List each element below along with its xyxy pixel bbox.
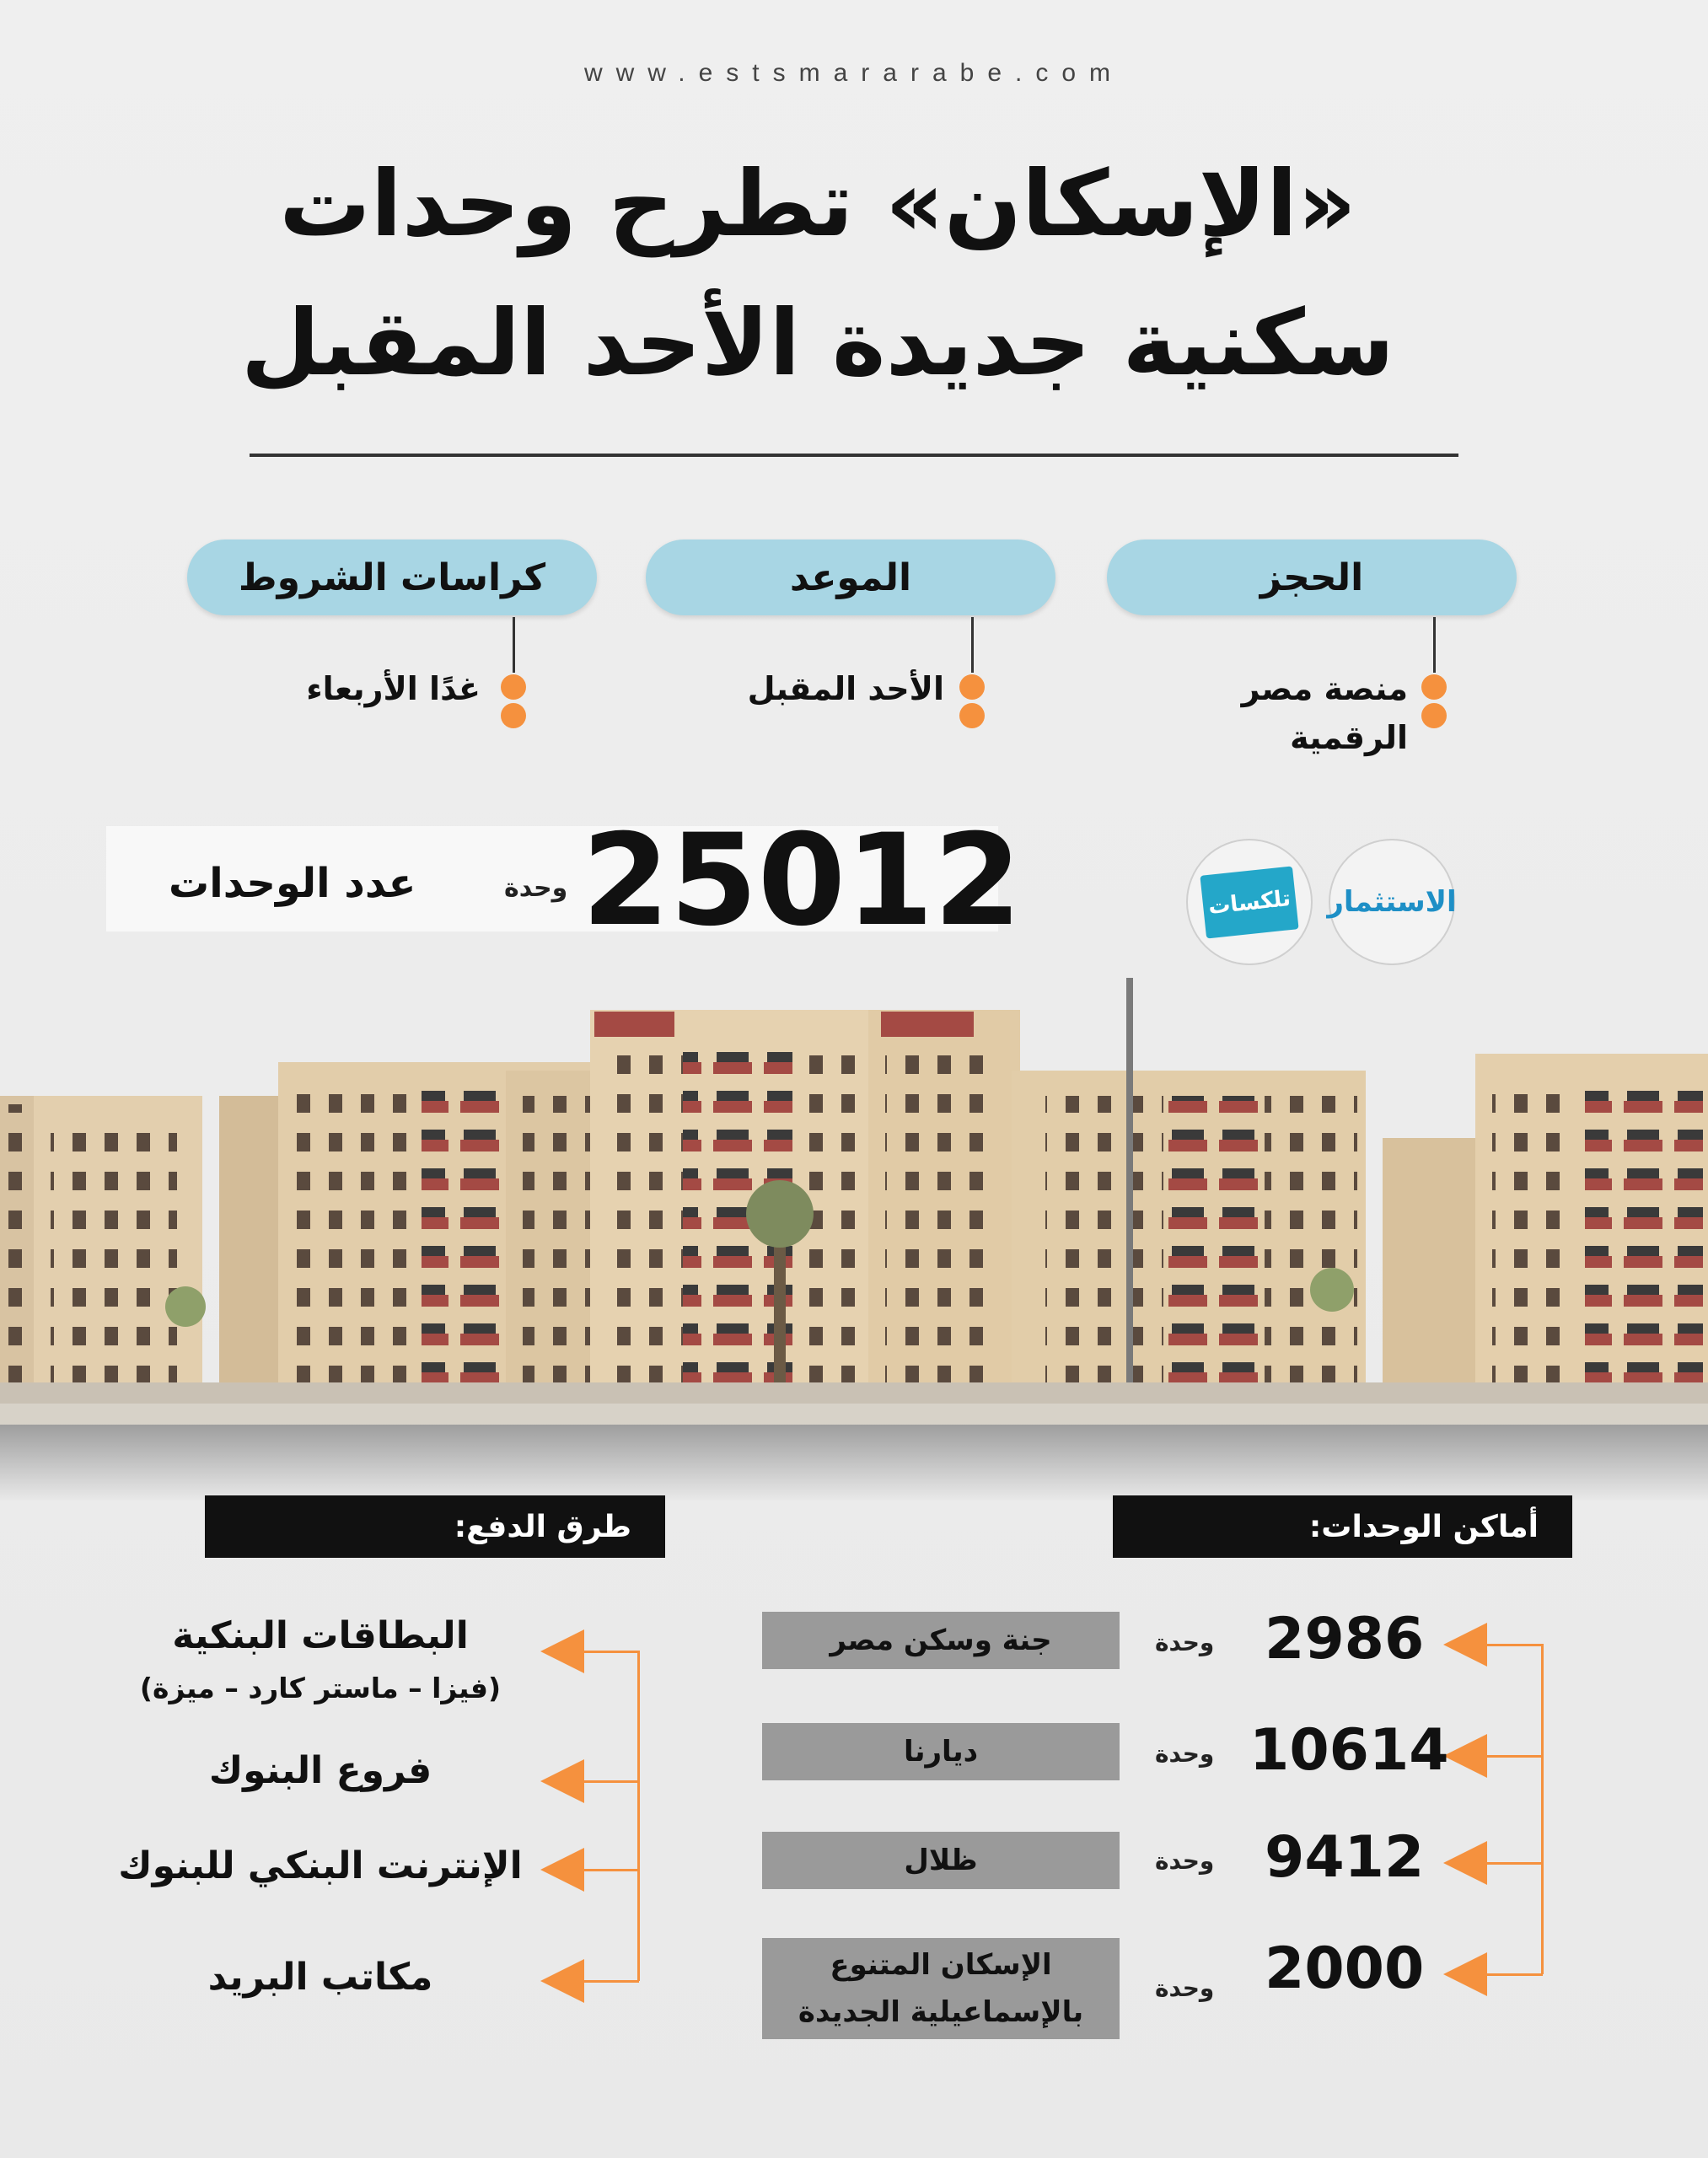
building-windows (51, 1117, 177, 1387)
payment-item: فروع البنوك (208, 1749, 432, 1792)
website-url: www.estsmararabe.com (583, 59, 1125, 87)
pill-date (646, 540, 1055, 615)
location-unit: وحدة (1155, 1740, 1215, 1768)
bullet-dot (501, 674, 526, 700)
road (0, 1425, 1708, 1500)
location-unit: وحدة (1155, 1629, 1215, 1656)
bullet-dot (959, 703, 985, 728)
bullet-dot (1421, 703, 1447, 728)
arrow-left-icon (540, 1759, 584, 1803)
tree (1310, 1268, 1354, 1312)
payment-item: الإنترنت البنكي للبنوك (118, 1844, 523, 1887)
terms-value: غدًا الأربعاء (306, 670, 481, 707)
payment-item (118, 1610, 523, 1715)
location-count: 2000 (1265, 1935, 1425, 2002)
estshar-logo (1329, 839, 1455, 965)
pill-terms (187, 540, 597, 615)
bracket-branch (582, 1651, 639, 1653)
connector-line (1433, 617, 1436, 673)
roof-trim (881, 1012, 974, 1037)
arrow-left-icon (1443, 1734, 1487, 1778)
pill-booking-label: الحجز (1260, 556, 1364, 599)
tlx-logo-badge (1200, 866, 1298, 938)
payment-item-text: البطاقات البنكية (172, 1614, 469, 1657)
location-unit: وحدة (1155, 1974, 1215, 2002)
building-windows (1265, 1096, 1357, 1391)
location-name-line-1: الإسكان المتنوع (830, 1948, 1052, 1982)
arrow-left-icon (540, 1959, 584, 2003)
building-windows (1045, 1096, 1163, 1391)
bracket-branch (1484, 1973, 1543, 1976)
arrow-left-icon (1443, 1841, 1487, 1885)
date-value: الأحد المقبل (747, 670, 944, 707)
pill-booking (1107, 540, 1517, 615)
estshar-logo-text: الاستثمار (1327, 885, 1457, 919)
locations-bracket-line (1541, 1644, 1544, 1974)
location-name: ظلال (762, 1832, 1120, 1889)
bracket-branch (1484, 1755, 1543, 1758)
palm-crown (746, 1180, 814, 1248)
arrow-left-icon (1443, 1952, 1487, 1996)
booking-value: منصة مصر الرقمية (1241, 670, 1408, 756)
bullet-dot (1421, 674, 1447, 700)
pill-date-label: الموعد (789, 556, 912, 599)
pill-terms-label: كراسات الشروط (238, 556, 546, 599)
location-name: ديارنا (762, 1723, 1120, 1780)
street-pole (1126, 978, 1133, 1399)
building-windows (607, 1045, 683, 1391)
total-units-number: 25012 (582, 808, 1022, 954)
payment-header-text: طرق الدفع: (454, 1509, 631, 1544)
building-balconies (1163, 1096, 1265, 1391)
title-line-1: «الإسكان» تطرح وحدات (279, 152, 1356, 257)
bracket-branch (582, 1780, 639, 1783)
building-windows (885, 1045, 986, 1391)
arrow-left-icon (1443, 1623, 1487, 1667)
building (1383, 1138, 1484, 1399)
location-name (762, 1938, 1120, 2039)
payment-item-sub: (فيزا – ماستر كارد – ميزة) (139, 1672, 502, 1704)
location-name-line-2: بالإسماعيلية الجديدة (798, 1995, 1084, 2029)
building (219, 1096, 287, 1399)
bracket-branch (582, 1869, 639, 1871)
payment-bracket-line (637, 1651, 640, 1981)
connector-line (513, 617, 515, 673)
building-windows (523, 1096, 590, 1391)
payment-header (205, 1495, 665, 1558)
total-units-label: عدد الوحدات (169, 860, 416, 907)
building-windows (1492, 1079, 1576, 1391)
tree (165, 1286, 206, 1327)
arrow-left-icon (540, 1629, 584, 1673)
title-line-2: سكنية جديدة الأحد المقبل (240, 291, 1395, 396)
location-count: 10614 (1249, 1717, 1449, 1784)
locations-header-text: أماكن الوحدات: (1308, 1509, 1539, 1544)
housing-buildings-photo (0, 969, 1708, 1500)
curb (0, 1404, 1708, 1425)
bullet-dot (501, 703, 526, 728)
location-count: 2986 (1265, 1606, 1425, 1672)
location-count: 9412 (1265, 1824, 1425, 1891)
tlx-logo-text: تلكسات (1206, 884, 1292, 920)
total-units-unit: وحدة (504, 873, 568, 903)
title-divider (250, 454, 1458, 457)
location-unit: وحدة (1155, 1847, 1215, 1875)
building-balconies (1585, 1079, 1703, 1391)
locations-header (1113, 1495, 1572, 1558)
palm-trunk (774, 1222, 786, 1399)
payment-item: مكاتب البريد (207, 1956, 433, 1999)
bracket-branch (1484, 1862, 1543, 1865)
connector-line (971, 617, 974, 673)
building-windows (295, 1087, 413, 1391)
location-name: جنة وسكن مصر (762, 1612, 1120, 1669)
page-title (169, 135, 1467, 413)
bracket-branch (1484, 1644, 1543, 1646)
roof-trim (594, 1012, 674, 1037)
bullet-dot (959, 674, 985, 700)
tlx-logo (1186, 839, 1313, 965)
bracket-branch (582, 1980, 639, 1983)
